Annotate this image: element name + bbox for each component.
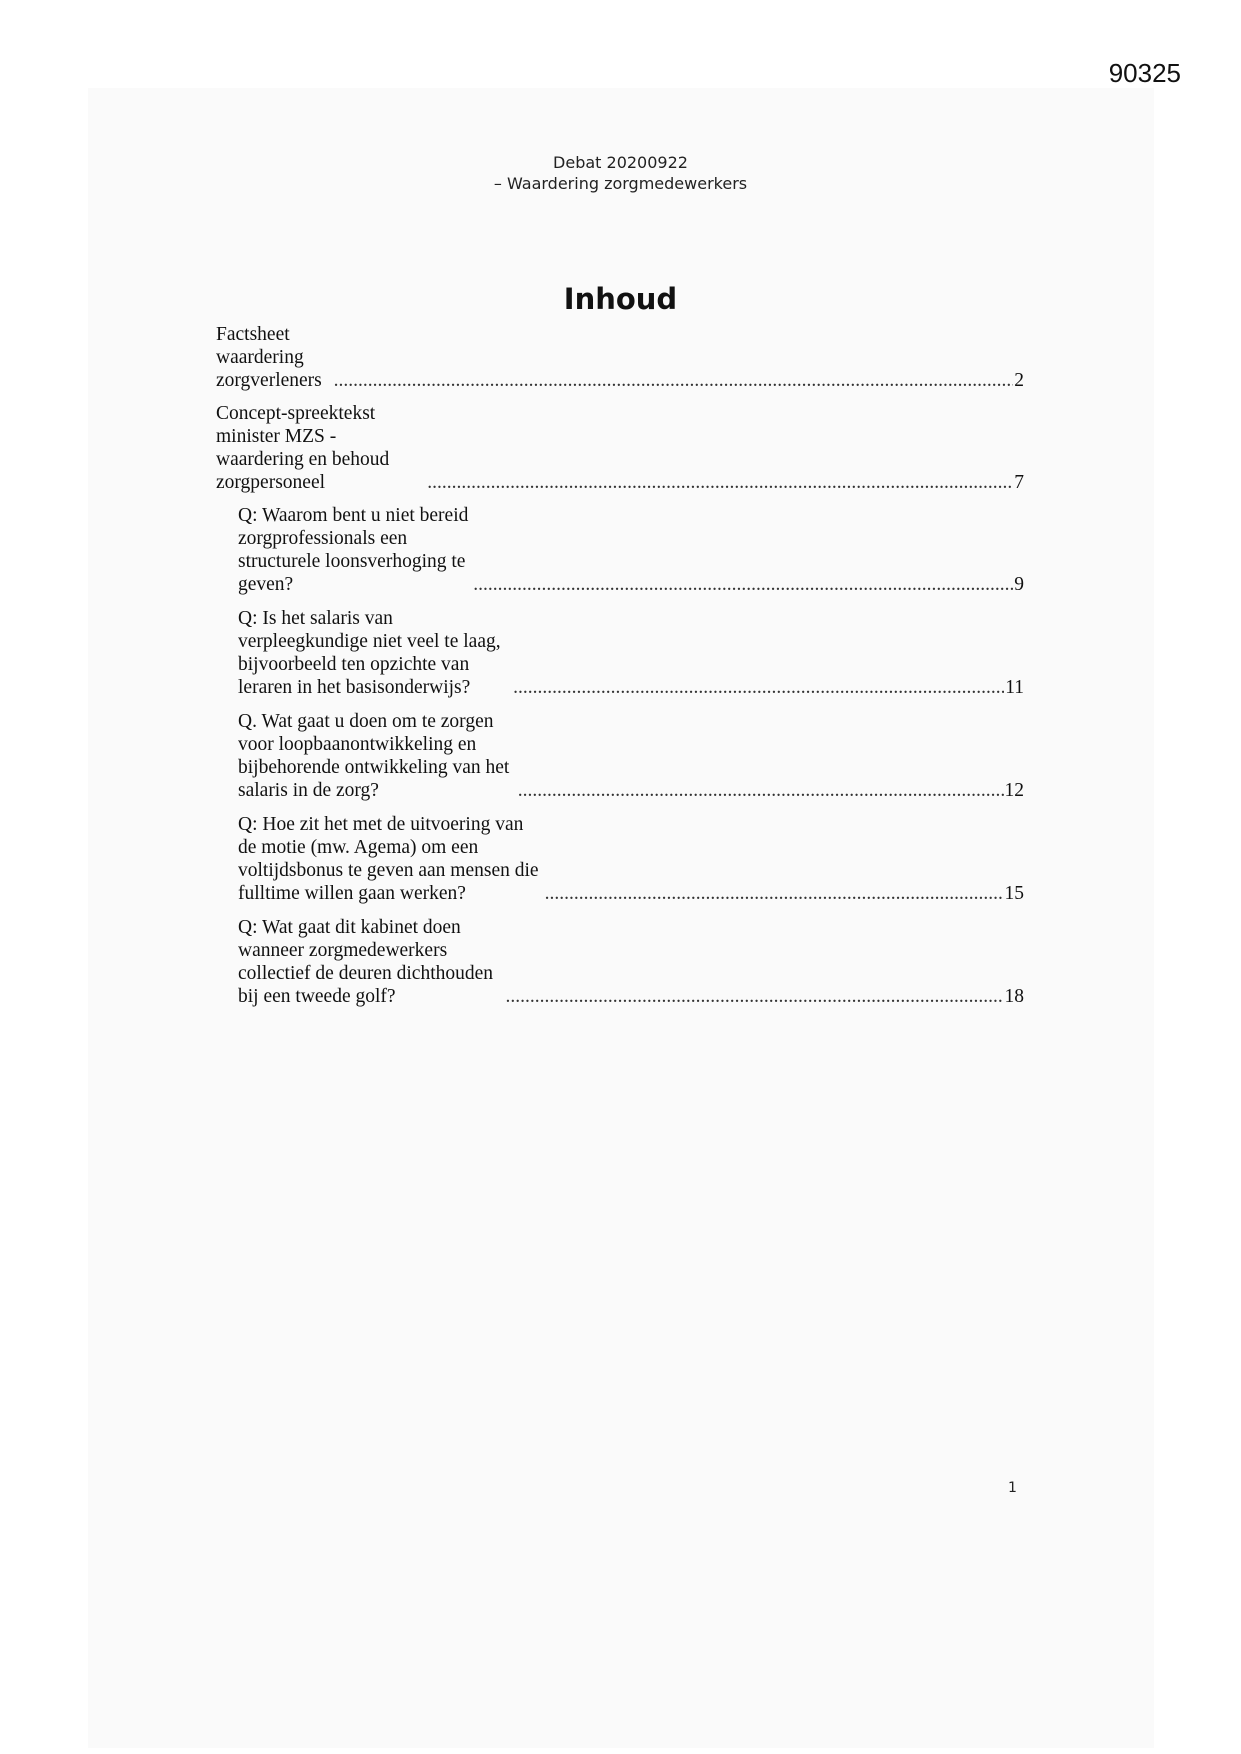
- toc-dot-leader: [506, 985, 1004, 1008]
- toc-entry-question-salaris-verpleegkundige[interactable]: [216, 607, 1024, 699]
- toc-entry-text: Q. Wat gaat u doen om te zorgen voor loopbaanontwikkeling en bijbehorende ontwikkeling van het salaris in de zorg?: [238, 711, 510, 801]
- page-number: 1: [1008, 1480, 1017, 1496]
- toc-dot-leader: [518, 779, 1004, 802]
- header-line-2: – Waardering zorgmedewerkers: [493, 174, 748, 193]
- toc-entry-page: 2: [1014, 370, 1024, 391]
- toc-entry-page: 12: [1004, 780, 1024, 801]
- header-line-1: Debat 20200922: [553, 153, 688, 172]
- toc-entry-page: 9: [1014, 574, 1024, 595]
- toc-entry-page: 11: [1005, 677, 1024, 698]
- toc-dot-leader: [473, 573, 1013, 596]
- toc-dot-leader: [545, 882, 1004, 905]
- toc-entry-text: Q: Wat gaat dit kabinet doen wanneer zorgmedewerkers collectief de deuren dichthouden bij een tweede golf?: [238, 917, 494, 1007]
- toc-entry-text: Concept-spreektekst minister MZS - waardering en behoud zorgpersoneel: [216, 403, 390, 493]
- toc-title: Inhoud: [563, 282, 678, 316]
- toc-entry-factsheet[interactable]: [216, 323, 1024, 392]
- toc-entry-text: Q: Is het salaris van verpleegkundige niet veel te laag, bijvoorbeeld ten opzichte van leraren in het basisonderwijs?: [238, 608, 501, 698]
- toc-entry-concept-spreektekst[interactable]: [216, 402, 1024, 494]
- toc-entry-page: 7: [1014, 472, 1024, 493]
- toc-entry-question-tweede-golf[interactable]: [216, 916, 1024, 1008]
- toc-entry-text: Q: Hoe zit het met de uitvoering van de motie (mw. Agema) om een voltijdsbonus te geven aan mensen die fulltime willen gaan werken?: [238, 814, 539, 904]
- toc-entry-question-loopbaanontwikkeling[interactable]: [216, 710, 1024, 802]
- table-of-contents: [216, 323, 1024, 1019]
- toc-entry-page: 15: [1004, 883, 1024, 904]
- toc-dot-leader: [334, 369, 1014, 392]
- toc-dot-leader: [427, 471, 1013, 494]
- toc-entry-question-loonsverhoging[interactable]: [216, 504, 1024, 596]
- toc-entry-question-voltijdsbonus[interactable]: [216, 813, 1024, 905]
- document-number: 90325: [1108, 58, 1181, 88]
- toc-entry-text: Factsheet waardering zorgverleners: [216, 324, 322, 391]
- document-header: [0, 152, 1241, 194]
- toc-entry-text: Q: Waarom bent u niet bereid zorgprofessionals een structurele loonsverhoging te geven?: [238, 505, 469, 595]
- toc-entry-page: 18: [1004, 986, 1024, 1007]
- toc-dot-leader: [513, 676, 1004, 699]
